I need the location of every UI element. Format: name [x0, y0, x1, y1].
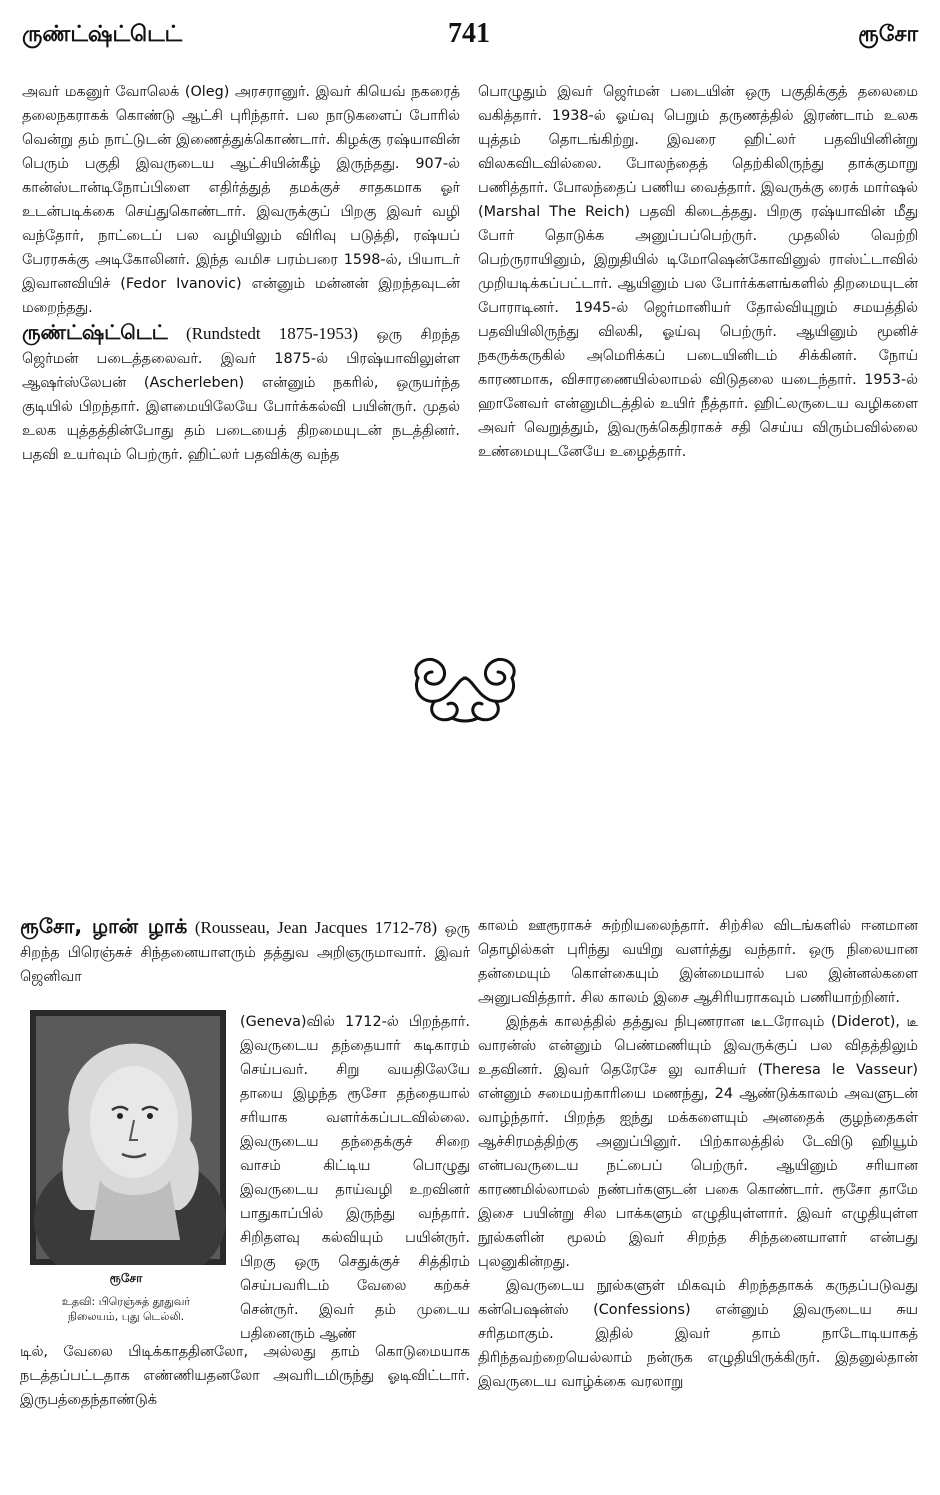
rousseau-portrait-icon — [30, 1010, 226, 1265]
running-head-left: ருண்ட்ஷ்ட்டெட் — [22, 22, 183, 47]
rousseau-text-beside-portrait: (Geneva)வில் 1712-ல் பிறந்தார். இவருடைய தந்தையார் கடிகாரம் செய்பவர். சிறு வயதிலேயே தாயை இழந்த ரூசோ தந்தையால் சரியாக வளர்க்கப்படவில்லை. இவருடைய தந்தைக்குச் சிறை வாசம் கிட்டிய பொழுது இவருடைய தாய்வழி உறவினர் பாதுகாப்பில் இருந்து வந்தார். சிறிதளவு கல்வியும் பயின்ருர். பிறகு ஒரு செதுக்குச் சித்திரம் செய்பவரிடம் வேலை கற்கச் சென்ருர். இவர் தம் முடைய பதினைரும் ஆண் — [240, 1014, 470, 1342]
rousseau-headword: ரூசோ, ழான் ழாக் — [20, 914, 188, 938]
top-right-column — [478, 80, 918, 464]
rousseau-intro: ஒரு சிறந்த பிரெஞ்சுச் சிந்தனையாளரும் தத்துவ அறிஞருமாவார். இவர் ஜெனிவா — [20, 921, 471, 985]
portrait-caption-credit-line-2: நிலையம், புது டெல்லி. — [67, 1310, 185, 1323]
rundstedt-headword-latin: (Rundstedt 1875-1953) — [186, 324, 359, 343]
page-number: 741 — [448, 18, 490, 49]
portrait-caption-name: ரூசோ — [109, 1271, 143, 1285]
rundstedt-paragraph: ஒரு சிறந்த ஜெர்மன் படைத்தலைவர். இவர் 1875-ல் பிரஷ்யாவிலுள்ள ஆஷர்ஸ்லேபன் (Ascherleben) என்னும் நகரில், ஒருயர்ந்த குடியில் பிறந்தார். இளமையிலேயே போர்க்கல்வி பயின்ருர். முதல் உலக யுத்தத்தின்போது தம் படையைத் திறமையுடன் நடத்தினர். பதவி உயர்வும் பெற்ருர். ஹிட்லர் பதவிக்கு வந்த — [22, 327, 461, 463]
oleg-paragraph: அவர் மகனுர் வோலெக் (Oleg) அரசரானுர். இவர் கியெவ் நகரைத் தலைநகராகக் கொண்டு ஆட்சி புரிந்தார். பல நாடுகளைப் போரில் வென்று தம் நாட்டுடன் இணைத்துக்கொண்டார். கிழக்கு ரஷ்யாவின் பெரும் பகுதி இவருடைய ஆட்சியின்கீழ் இருந்தது. 907-ல் கான்ஸ்டான்டிநோப்பிளை எதிர்த்துத் தமக்குச் சாதகமாக ஓர் உடன்படிக்கை செய்துகொண்டார். இவருக்குப் பிறகு இவர் வழி வந்தோர், நாட்டைப் பல வழியிலும் விரிவு படுத்தி, ரஷ்யப் பேரரசுக்கு அடிகோலினர். இந்த வமிச பரம்பரை 1598-ல், பியாடர் இவானவியிச் (Fedor Ivanovic) என்னும் மன்னன் இறந்தவுடன் மறைந்தது. — [22, 84, 460, 316]
running-head-right: ரூசோ — [858, 22, 918, 47]
rundstedt-entry — [22, 320, 460, 467]
rousseau-headword-latin: (Rousseau, Jean Jacques 1712-78) — [194, 918, 438, 937]
rundstedt-headword: ருண்ட்ஷ்ட்டெட் — [22, 320, 168, 344]
rousseau-entry-head — [20, 914, 470, 989]
rousseau-diderot-paragraph: இந்தக் காலத்தில் தத்துவ நிபுணரான டீடரோவும் (Diderot), டீ வாரன்ஸ் என்னும் பெண்மணியும் இவருக்குப் பல விதத்திலும் உதவினர். இவர் தெரேசே லு வாசியர் (Theresa le Vasseur) என்னும் சமையற்காரியை மணந்து, 24 ஆண்டுக்காலம் அவளுடன் வாழ்ந்தார். பிறந்த ஐந்து மக்களையும் அனதைக் குழந்தைகள் ஆச்சிரமத்திற்கு அனுப்பினுர். பிற்காலத்தில் டேவிடு ஹியூம் என்பவருடைய நட்பைப் பெற்ருர். ஆயினும் சரியான காரணமில்லாமல் நண்பர்களுடன் பகை கொண்டார். ரூசோ தாமே இசை பயின்று சில பாக்களும் எழுதியுள்ளார். இவர் எழுதியுள்ள நூல்களின் மூலம் இவர் சிறந்த சிந்தனையாளர் என்பது புலனுகின்றது. — [478, 1014, 918, 1270]
rousseau-wandering-paragraph: காலம் ஊரூராகச் சுற்றியலைந்தார். சிற்சில விடங்களில் ஈனமான தொழில்கள் புரிந்து வயிறு வளர்த்து வந்தார். ஒரு நிலையான தன்மையும் கொள்கையும் இன்மையால் பல இன்னல்களை அனுபவித்தார். சில காலம் இசை ஆசிரியராகவும் பணியாற்றினர். — [478, 918, 918, 1006]
bottom-right-column — [478, 914, 918, 1394]
portrait-caption-credit-line-1: உதவி: பிரெஞ்சுத் தூதுவர் — [61, 1295, 191, 1308]
floral-knot-ornament-icon — [404, 648, 526, 726]
top-left-column — [22, 80, 460, 467]
rundstedt-continuation: பொழுதும் இவர் ஜெர்மன் படையின் ஒரு பகுதிக்குத் தலைமை வகித்தார். 1938-ல் ஓய்வு பெறும் தருணத்தில் இரண்டாம் உலக யுத்தம் தொடங்கிற்று. இவரை ஹிட்லர் பதவியினின்று விலகவிடவில்லை. போலந்தைத் தெற்கிலிருந்து தாக்குமாறு பணித்தார். போலந்தைப் பணிய வைத்தார். இவருக்கு ரைக் மார்ஷல் (Marshal The Reich) பதவி கிடைத்தது. பிறகு ரஷ்யாவின் மீது போர் தொடுக்க அனுப்பப்பெற்ருர். முதலில் வெற்றி பெற்ருராயினும், இறுதியில் டிமோஷென்கோவினுல் ராஸ்ட்டாவில் முறியடிக்கப்பட்டார். ஆயினும் பல போர்க்களங்களில் திறமையுடன் போராடினர். 1945-ல் ஜெர்மானியர் தோல்வியுறும் சமயத்தில் பதவியிலிருந்து விலகி, ஓய்வு பெற்ருர். ஆயினும் மூனிச் நகருக்கருகில் அமெரிக்கப் படையினிடம் சிக்கினர். நோய் காரணமாக, விசாரணையில்லாமல் விடுதலை யடைந்தார். 1953-ல் ஹானேவர் என்னுமிடத்தில் உயிர் நீத்தார். ஹிட்லருடைய வழிகளை அவர் வெறுத்தும், இவருக்கெதிராகச் சதி செய்ய விரும்பவில்லை உண்மையுடனேயே உழைத்தார். — [478, 84, 918, 460]
rousseau-text-below-portrait: டில், வேலை பிடிக்காததினலோ, அல்லது தாம் கொடுமையாக நடத்தப்பட்டதாக எண்ணியதனலோ அவரிடமிருந்து ஓடிவிட்டார். இருபத்தைந்தாண்டுக் — [20, 1344, 470, 1408]
portrait-figure — [20, 1010, 232, 1340]
rousseau-confessions-paragraph: இவருடைய நூல்களுள் மிகவும் சிறந்ததாகக் கருதப்படுவது கன்பெஷன்ஸ் (Confessions) என்னும் இவருடைய சுய சரிதமாகும். இதில் இவர் தாம் நாடோடியாகத் திரிந்தவற்றையெல்லாம் நன்ருக எழுதியிருக்கிருர். இதனுல்தான் இவருடைய வாழ்க்கை வரலாறு — [478, 1278, 918, 1390]
